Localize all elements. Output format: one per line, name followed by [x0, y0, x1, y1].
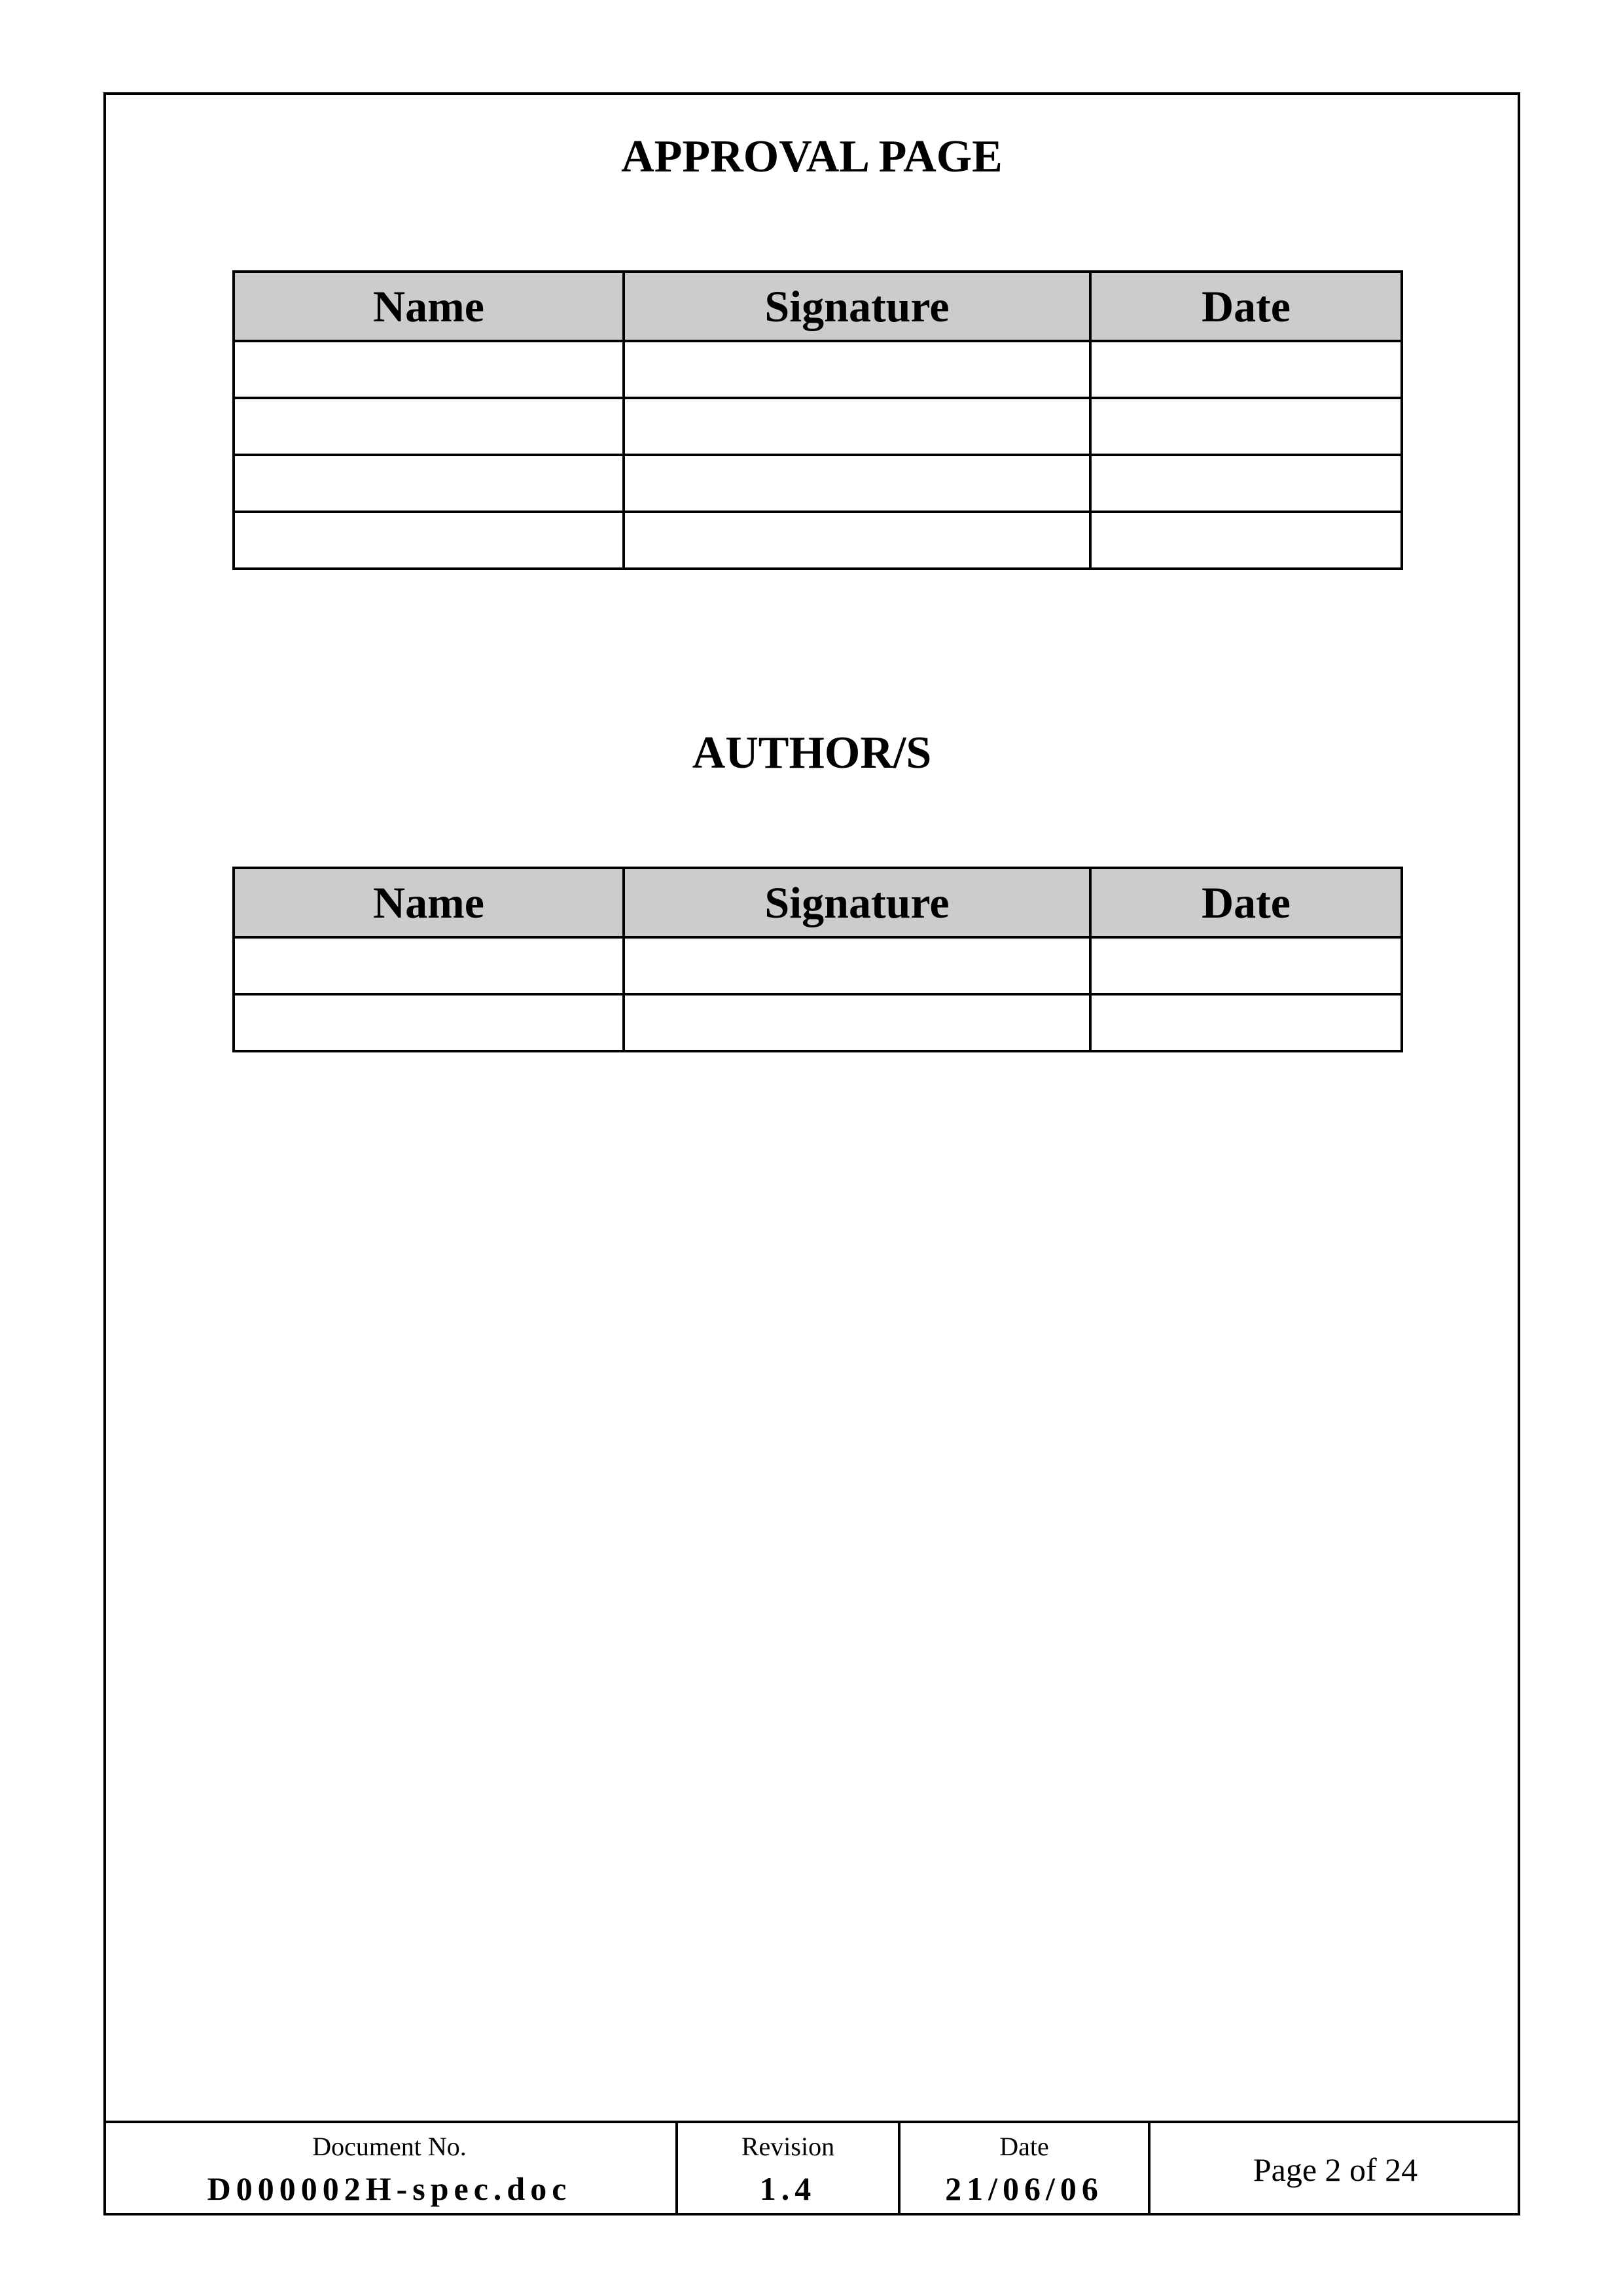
- footer-date-cell: [901, 2121, 1148, 2215]
- approval-table: [232, 270, 1403, 570]
- authors-signature-header: Signature: [624, 868, 1090, 937]
- document-number-value: D000002H-spec.doc: [207, 2170, 572, 2207]
- signature-cell: [624, 455, 1090, 512]
- authors-table-header-row: [234, 868, 1402, 937]
- table-row: [234, 341, 1402, 398]
- signature-cell: [624, 341, 1090, 398]
- approval-signature-header: Signature: [624, 272, 1090, 341]
- document-number-label: Document No.: [312, 2132, 467, 2161]
- name-cell: [234, 512, 624, 569]
- authors-date-header: Date: [1090, 868, 1402, 937]
- name-cell: [234, 455, 624, 512]
- authors-title: AUTHOR/S: [692, 728, 932, 778]
- date-cell: [1090, 341, 1402, 398]
- approval-page-title: APPROVAL PAGE: [621, 132, 1003, 182]
- table-row: [234, 455, 1402, 512]
- name-cell: [234, 994, 624, 1051]
- footer-document-cell: [103, 2121, 678, 2215]
- approval-name-header: Name: [234, 272, 624, 341]
- footer-revision-cell: [678, 2121, 901, 2215]
- date-cell: [1090, 455, 1402, 512]
- signature-cell: [624, 512, 1090, 569]
- name-cell: [234, 341, 624, 398]
- name-cell: [234, 398, 624, 455]
- date-cell: [1090, 994, 1402, 1051]
- approval-table-header-row: [234, 272, 1402, 341]
- table-row: [234, 994, 1402, 1051]
- signature-cell: [624, 398, 1090, 455]
- name-cell: [234, 937, 624, 994]
- document-footer: [103, 2121, 1520, 2215]
- date-cell: [1090, 937, 1402, 994]
- table-row: [234, 512, 1402, 569]
- authors-name-header: Name: [234, 868, 624, 937]
- authors-table: [232, 867, 1403, 1052]
- signature-cell: [624, 937, 1090, 994]
- approval-date-header: Date: [1090, 272, 1402, 341]
- revision-value: 1.4: [759, 2170, 817, 2207]
- date-label: Date: [999, 2132, 1049, 2161]
- date-value: 21/06/06: [945, 2170, 1103, 2207]
- signature-cell: [624, 994, 1090, 1051]
- table-row: [234, 398, 1402, 455]
- date-cell: [1090, 398, 1402, 455]
- revision-label: Revision: [741, 2132, 835, 2161]
- date-cell: [1090, 512, 1402, 569]
- page-number: Page 2 of 24: [1148, 2121, 1520, 2215]
- table-row: [234, 937, 1402, 994]
